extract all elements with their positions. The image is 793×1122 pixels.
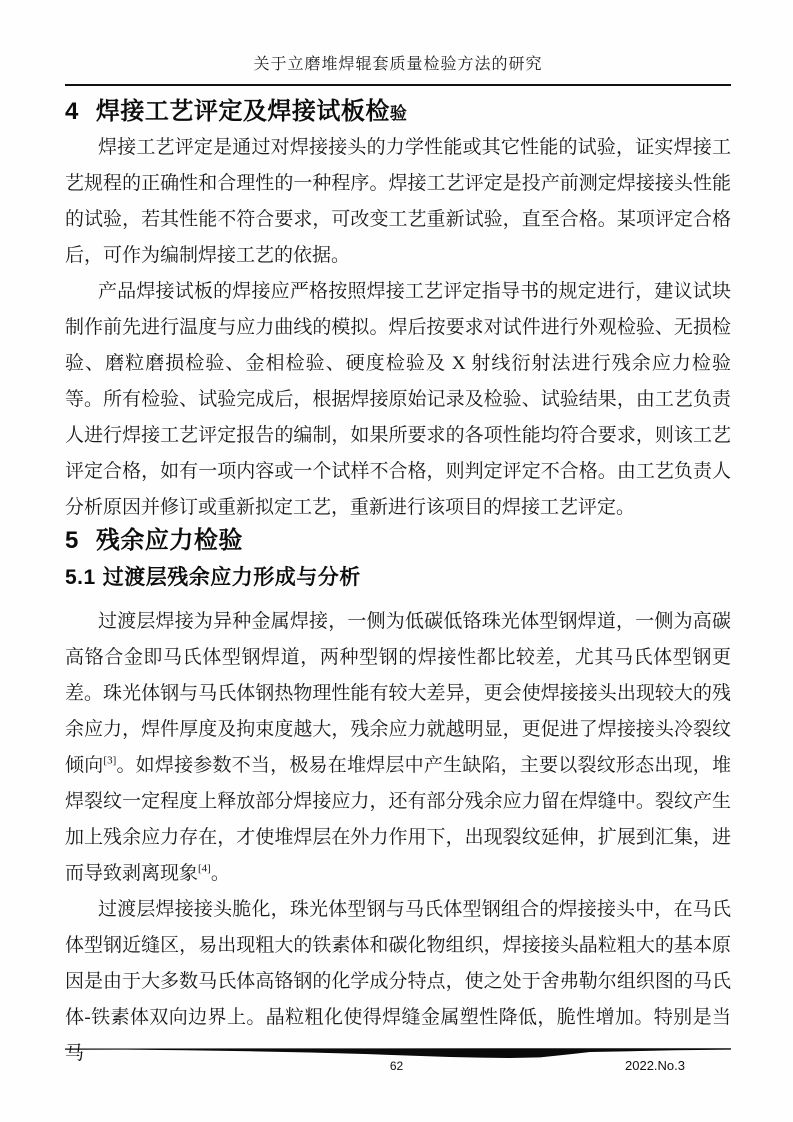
paragraph-test-plate-welding: 产品焊接试板的焊接应严格按照焊接工艺评定指导书的规定进行，建议试块制作前先进行温度与应力曲线的模拟。焊后按要求对试件进行外观检验、无损检验、磨粒磨损检验、金相检验、硬度检验及 X 射线衍射法进行残余应力检验等。所有检验、试验完成后，根据焊接原始记录及检验、试验结果，由工艺负责人进行焊接工艺评定报告的编制，如果所要求的各项性能均符合要求，则该工艺评定合格，如有一项内容或一个试样不合格，则判定评定不合格。由工艺负责人分析原因并修订或重新拟定工艺，重新进行该项目的焊接工艺评定。 xyxy=(65,281,731,518)
section-5-heading xyxy=(65,526,731,556)
running-header-title: 关于立磨堆焊辊套质量检验方法的研究 xyxy=(253,56,543,73)
paragraph-segment: 。如焊接参数不当，极易在堆焊层中产生缺陷，主要以裂纹形态出现，堆焊裂纹一定程度上释放部分焊接应力，还有部分残余应力留在焊缝中。裂纹产生加上残余应力存在，才使堆焊层在外力作用下，出现裂纹延伸，扩展到汇集，进而导致剥离现象 xyxy=(65,755,731,884)
section-4-title-small-char: 验 xyxy=(389,104,408,123)
page-number: 62 xyxy=(389,1059,404,1073)
reference-4-superscript: [4] xyxy=(198,862,211,875)
reference-3-superscript: [3] xyxy=(103,754,117,767)
paragraph-segment: 过渡层焊接为异种金属焊接，一侧为低碳低铬珠光体型钢焊道，一侧为高碳高铬合金即马氏体型钢焊道，两种型钢的焊接性都比较差，尤其马氏体型钢更差。珠光体钢与马氏体钢热物理性能有较大差异，更会使焊接接头出现较大的残余应力，焊件厚度及拘束度越大，残余应力就越明显，更促进了焊接接头冷裂纹倾向 xyxy=(65,611,731,776)
section-5-1-number: 5.1 xyxy=(65,566,96,589)
section-5-1-heading xyxy=(65,564,731,592)
section-5-title: 残余应力检验 xyxy=(95,527,243,554)
section-5-1-title: 过渡层残余应力形成与分析 xyxy=(102,566,361,589)
section-4-title: 焊接工艺评定及焊接试板检 xyxy=(95,98,390,125)
section-4-heading xyxy=(65,98,731,128)
section-4-number: 4 xyxy=(65,98,79,125)
paragraph-joint-embrittlement: 过渡层焊接接头脆化，珠光体型钢与马氏体型钢组合的焊接接头中，在马氏体型钢近缝区，易出现粗大的铁素体和碳化物组织，焊接接头晶粒粗大的基本原因是由于大多数马氏体高铬钢的化学成分特点，使之处于舍弗勒尔组织图的马氏体-铁素体双向边界上。晶粒粗化使得焊缝金属塑性降低，脆性增加。特别是当马 xyxy=(65,899,731,1064)
paragraph-segment: 。 xyxy=(210,863,230,884)
header-rule xyxy=(65,84,731,86)
journal-issue-label: 2022.No.3 xyxy=(625,1058,685,1073)
paragraph-transition-layer-residual-stress xyxy=(65,604,731,892)
paragraph-welding-procedure-qualification: 焊接工艺评定是通过对焊接接头的力学性能或其它性能的试验，证实焊接工艺规程的正确性和合理性的一种程序。焊接工艺评定是投产前测定焊接接头性能的试验，若其性能不符合要求，可改变工艺重新试验，直至合格。某项评定合格后，可作为编制焊接工艺的依据。 xyxy=(65,137,731,266)
section-5-number: 5 xyxy=(65,527,79,554)
